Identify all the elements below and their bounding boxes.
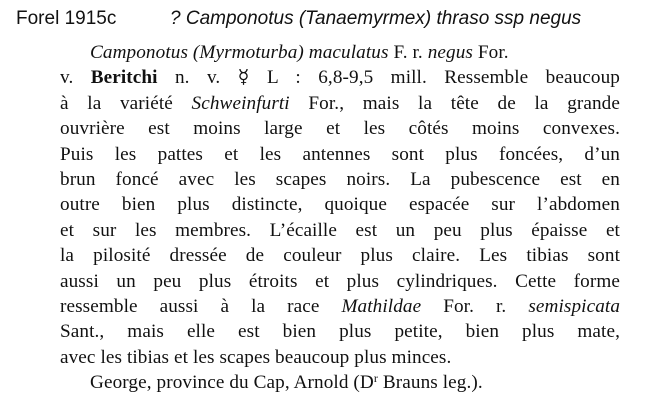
text-run: semispicata [528,295,620,317]
text-run: avec les tibias et les scapes beaucoup plus minces. [60,346,452,368]
text-run: F. r. [388,42,428,63]
text-run: For. r. [421,295,529,317]
text-line [60,142,620,167]
text-line [60,370,620,395]
text-run: outre bien plus distincte, quoique espacée sur l’abdomen [60,194,620,216]
text-run: et sur les membres. L’écaille est un peu plus épaisse et [60,219,620,241]
text-line [60,91,620,116]
text-run: George, province du Cap, Arnold (D [90,372,374,394]
text-run: v. [60,67,91,89]
text-run: Schweinfurti [191,92,290,114]
text-line [60,294,620,319]
text-line [60,192,620,217]
text-run: Beritchi [90,67,158,89]
text-run: ouvrière est moins large et les côtés moins convexes. [60,118,620,140]
text-line [60,65,620,90]
reference-citation: Forel 1915c [16,8,117,29]
text-run: ressemble aussi à la race [60,295,342,317]
taxon-name: ? Camponotus (Tanaemyrmex) thraso ssp negus [170,8,582,29]
text-line [60,218,620,243]
text-run: aussi un peu plus étroits et plus cylindriques. Cette forme [60,270,620,292]
text-run: For., mais la tête de la grande [289,92,620,114]
text-run: Puis les pattes et les antennes sont plus foncées, d’un [60,143,620,165]
text-run: brun foncé avec les scapes noirs. La pubescence est en [60,168,620,190]
text-run: For. [472,42,509,63]
text-run: Mathildae [341,295,422,317]
text-line [60,116,620,141]
text-run: la pilosité dressée de couleur plus claire. Les tibias sont [60,245,620,267]
text-line [60,167,620,192]
text-run: negus [427,42,473,63]
text-run: Camponotus (Myrmoturba) maculatus [90,42,389,63]
text-run: Brauns leg.). [377,372,483,394]
text-line [60,243,620,268]
document-header [16,7,646,31]
text-run: r [373,371,378,386]
text-run: Sant., mais elle est bien plus petite, bien plus mate, [60,321,620,343]
species-description [60,40,620,395]
text-line [60,40,620,65]
text-run: à la variété [60,92,192,114]
text-line [60,345,620,370]
text-line [60,319,620,344]
text-line [60,269,620,294]
text-run: n. v. ☿ L : 6,8-9,5 mill. Ressemble beaucoup [157,67,620,89]
